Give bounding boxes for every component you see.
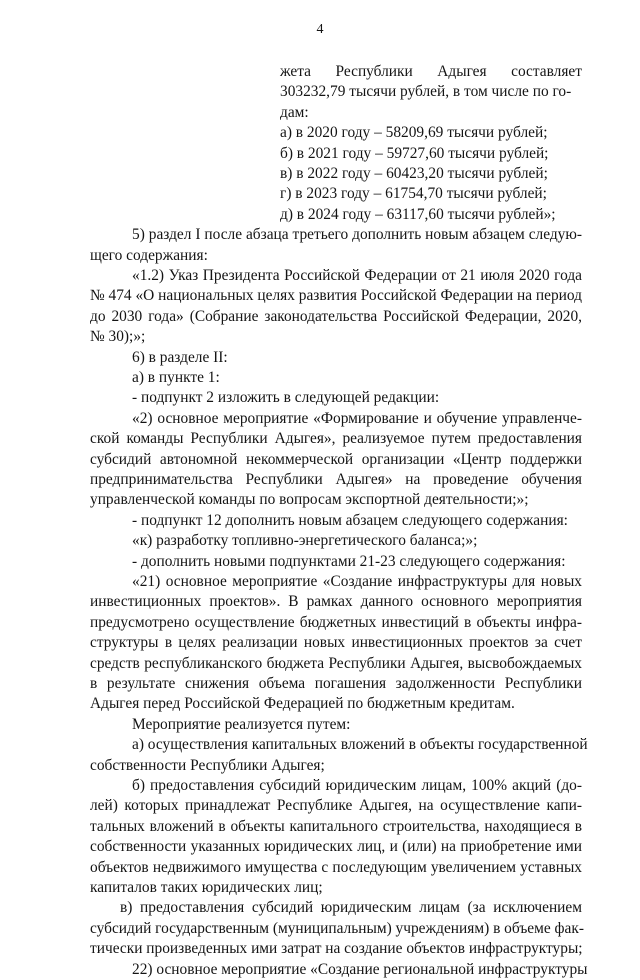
text-line: структуры в целях реализации новых инвестиционных проектов за счет (90, 634, 582, 652)
text-line: - подпункт 12 дополнить новым абзацем следующего содержания: (132, 511, 568, 529)
text-line: жета Республики Адыгея составляет (280, 63, 582, 80)
text-line: лей) которых принадлежат Республике Адыгея, на осуществление капи- (90, 797, 582, 815)
text-line: «2) основное мероприятие «Формирование и обучение управленче- (132, 409, 582, 427)
text-line: 5) раздел I после абзаца третьего дополнить новым абзацем следую- (132, 226, 582, 244)
text-line: - подпункт 2 изложить в следующей редакции: (132, 389, 440, 407)
text-line: щего содержания: (90, 246, 208, 264)
text-line: в результате снижения объема погашения задолженности Республики (90, 675, 582, 692)
text-line: субсидий государственным (муниципальным) учреждениям) в объеме фак- (90, 919, 584, 937)
page-number: 4 (316, 22, 324, 37)
text-line: «1.2) Указ Президента Российской Федерации от 21 июля 2020 года (132, 267, 582, 284)
text-line: б) предоставления субсидий юридическим лицам, 100% акций (до- (132, 777, 582, 794)
text-line: № 30);»; (90, 328, 146, 346)
text-line: до 2030 года» (Собрание законодательства Российской Федерации, 2020, (90, 307, 582, 325)
text-line: «к) разработку топливно-энергетического баланса;»; (132, 532, 478, 550)
text-line: ской команды Республики Адыгея», реализуемое путем предоставления (90, 430, 582, 448)
text-line: капиталов таких юридических лиц; (90, 879, 323, 896)
text-line: - дополнить новыми подпунктами 21-23 следующего содержания: (132, 552, 566, 570)
text-line: 6) в разделе II: (132, 348, 228, 366)
text-line: дам: (280, 103, 309, 121)
text-line: Адыгея перед Российской Федерацией по бюджетным кредитам. (90, 695, 515, 713)
text-line: собственности указанных юридических лиц, и (или) на приобретение ими (90, 838, 582, 856)
text-line: б) в 2021 году – 59727,60 тысячи рублей; (280, 144, 549, 162)
text-line: 303232,79 тысячи рублей, в том числе по го- (280, 83, 572, 101)
text-line: собственности Республики Адыгея; (90, 756, 325, 774)
text-line: № 474 «О национальных целях развития Российской Федерации на период (90, 287, 582, 305)
text-line: д) в 2024 году – 63117,60 тысячи рублей»; (280, 205, 556, 223)
text-line: предпринимательства Республики Адыгея» на проведение обучения (90, 471, 582, 488)
text-line: инвестиционных проектов». В рамках данного основного мероприятия (90, 593, 582, 611)
text-line: 22) основное мероприятие «Создание региональной инфраструктуры (132, 960, 588, 978)
text-line: тальных вложений в объекты капитального строительства, находящиеся в (90, 817, 582, 835)
text-line: г) в 2023 году – 61754,70 тысячи рублей; (280, 185, 547, 203)
text-line: а) в пункте 1: (132, 369, 220, 386)
text-line: в) предоставления субсидий юридическим лицам (за исключением (120, 899, 582, 917)
text-line: тически произведенных ими затрат на создание объектов инфраструктуры; (90, 940, 583, 958)
text-line: предусмотрено осуществление бюджетных инвестиций в объекты инфра- (90, 613, 582, 631)
text-line: а) осуществления капитальных вложений в объекты государственной (132, 736, 588, 754)
text-line: Мероприятие реализуется путем: (132, 715, 351, 733)
text-line: средств республиканского бюджета Республики Адыгея, высвобождаемых (90, 654, 582, 672)
text-line: в) в 2022 году – 60423,20 тысячи рублей; (280, 165, 548, 182)
text-line: субсидий автономной некоммерческой организации «Центр поддержки (90, 450, 582, 468)
text-line: «21) основное мероприятие «Создание инфраструктуры для новых (132, 573, 582, 590)
text-line: а) в 2020 году – 58209,69 тысячи рублей; (280, 124, 548, 142)
text-line: управленческой команды по вопросам экспортной деятельности;»; (90, 491, 529, 509)
text-line: объектов недвижимого имущества с последующим увеличением уставных (90, 858, 582, 876)
